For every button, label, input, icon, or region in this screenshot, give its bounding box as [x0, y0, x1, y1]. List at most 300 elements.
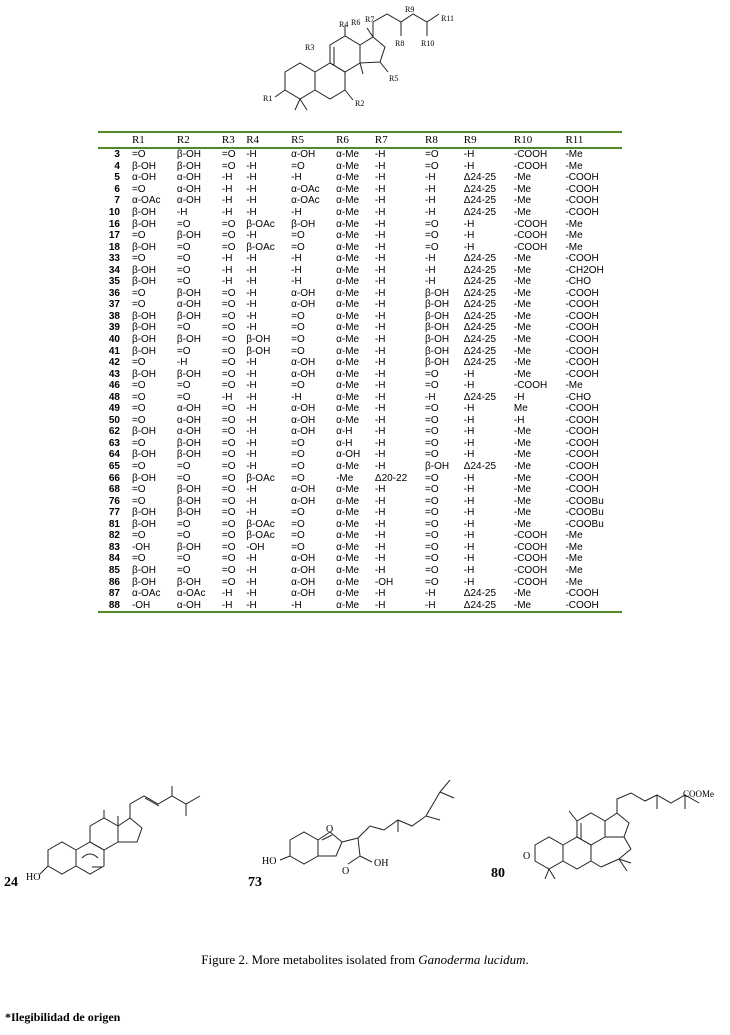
table-cell: α-Me	[336, 541, 360, 553]
table-cell: -H	[291, 253, 302, 265]
figure-caption	[0, 952, 730, 968]
table-cell: β-OH	[176, 149, 201, 161]
compound-number: 63	[108, 437, 120, 449]
table-row	[98, 391, 622, 403]
table-cell: =O	[425, 472, 439, 484]
table-cell: -H	[463, 518, 475, 530]
table-row	[98, 449, 622, 461]
table-cell: -H	[374, 172, 386, 184]
table-cell: =O	[425, 414, 439, 426]
table-cell: =O	[176, 380, 191, 392]
table-cell: -COOH	[513, 380, 548, 392]
table-cell: -Me	[565, 160, 583, 172]
table-cell: -Me	[565, 241, 583, 253]
table-cell: β-OAc	[246, 530, 275, 542]
table-row	[98, 172, 622, 184]
table-cell: -H	[221, 588, 233, 600]
table-cell: =O	[291, 160, 305, 172]
table-cell: -H	[374, 484, 386, 496]
table-cell: Δ24-25	[463, 253, 497, 265]
table-cell: α-OH	[291, 414, 316, 426]
table-cell: =O	[291, 310, 305, 322]
table-cell: =O	[176, 530, 191, 542]
table-cell: -COOH	[565, 484, 599, 496]
table-cell: Δ24-25	[463, 357, 497, 369]
table-cell: β-OAc	[246, 518, 275, 530]
table-cell: -H	[221, 276, 233, 288]
compound-number: 10	[108, 207, 120, 218]
table-cell: -H	[463, 449, 475, 461]
column-header: R6	[336, 134, 349, 146]
table-cell: α-OH	[291, 287, 316, 299]
table-cell: -H	[246, 230, 257, 242]
table-cell: -CHO	[565, 391, 591, 403]
table-cell: β-OH	[131, 345, 157, 357]
compound-number: 16	[108, 218, 120, 230]
table-cell: -Me	[513, 183, 532, 195]
table-cell: -H	[463, 149, 475, 161]
table-cell: -COOH	[513, 230, 548, 242]
table-cell: α-Me	[336, 183, 360, 195]
table-cell: -H	[221, 183, 233, 195]
table-cell: -H	[425, 391, 436, 403]
scaffold-label-r10: R10	[421, 39, 435, 48]
table-cell: =O	[131, 461, 146, 473]
table-cell: -H	[374, 564, 386, 576]
table-cell: -H	[374, 183, 386, 195]
compound-number: 84	[108, 553, 120, 565]
table-cell: Δ24-25	[463, 334, 497, 346]
table-cell: -H	[246, 426, 257, 438]
table-cell: α-Me	[336, 391, 360, 403]
table-cell: -COOH	[565, 322, 599, 334]
table-cell: =O	[221, 484, 236, 496]
table-cell: -COOH	[565, 345, 599, 357]
table-cell: -H	[374, 368, 386, 380]
table-cell: =O	[221, 518, 236, 530]
table-cell: =O	[221, 287, 236, 299]
table-cell: α-Me	[336, 264, 360, 276]
table-cell: -COOH	[513, 553, 548, 565]
structure-80-triterpenoid	[485, 775, 725, 895]
table-cell: α-OH	[176, 414, 202, 426]
table-cell: β-OH	[131, 241, 157, 253]
table-row	[98, 403, 622, 415]
table-cell: =O	[131, 553, 146, 565]
table-cell: α-Me	[336, 518, 360, 530]
table-cell: -COOH	[513, 218, 548, 230]
table-cell: =O	[221, 241, 236, 253]
table-cell: =O	[131, 299, 146, 311]
compound-number: 86	[108, 576, 120, 588]
structure-24-ergosterol-peroxide	[0, 780, 220, 900]
table-cell: =O	[221, 564, 236, 576]
table-cell: =O	[221, 541, 236, 553]
table-cell: -H	[374, 495, 386, 507]
table-cell: -H	[374, 461, 386, 473]
table-cell: =O	[176, 391, 191, 403]
table-cell: -H	[374, 437, 386, 449]
table-cell: =O	[131, 183, 146, 195]
table-cell: -H	[463, 541, 475, 553]
table-cell: -H	[246, 149, 257, 161]
table-cell: =O	[176, 472, 191, 484]
compound-number: 77	[108, 507, 120, 519]
compound-number: 42	[108, 357, 120, 369]
table-cell: -H	[463, 160, 475, 172]
table-cell: -H	[425, 195, 436, 207]
table-cell: -H	[246, 276, 257, 288]
compound-number: 50	[108, 414, 120, 426]
table-cell: -Me	[513, 299, 532, 311]
table-cell: =O	[425, 403, 439, 415]
table-cell: =O	[176, 553, 191, 565]
table-cell: -COOH	[565, 449, 599, 461]
table-cell: β-OH	[425, 461, 450, 473]
table-cell: -H	[425, 183, 436, 195]
table-cell: -H	[374, 357, 386, 369]
table-cell: -H	[291, 172, 302, 184]
table-cell: β-OH	[425, 345, 450, 357]
table-cell: -COOH	[513, 149, 548, 161]
table-cell: =O	[131, 437, 146, 449]
table-row	[98, 311, 622, 323]
table-cell: -COOH	[565, 183, 599, 195]
table-cell: Δ24-25	[463, 287, 497, 299]
table-cell: -H	[221, 253, 233, 265]
table-cell: α-OH	[291, 368, 316, 380]
structure-73-benzofuran	[240, 780, 480, 900]
table-cell: -Me	[513, 207, 532, 218]
table-cell: -H	[246, 484, 257, 496]
table-cell: α-Me	[336, 253, 360, 265]
compound-number: 76	[108, 495, 120, 507]
table-cell: -Me	[513, 449, 532, 461]
structure-80-number: 80	[491, 866, 505, 881]
table-cell: β-OH	[131, 564, 157, 576]
table-cell: -H	[221, 195, 233, 207]
table-cell: =O	[176, 241, 191, 253]
table-cell: =O	[131, 149, 146, 161]
table-cell: =O	[425, 380, 439, 392]
column-header: R8	[425, 134, 438, 146]
lanostane-scaffold-structure	[255, 2, 470, 122]
table-cell: -Me	[513, 484, 532, 496]
table-row	[98, 495, 622, 507]
table-cell: =O	[221, 230, 236, 242]
caption-species: Ganoderma lucidum	[418, 952, 526, 967]
scaffold-label-r2: R2	[355, 99, 365, 108]
compound-number: 6	[114, 183, 120, 195]
table-cell: β-OH	[425, 299, 450, 311]
table-cell: α-Me	[336, 530, 360, 542]
table-cell: β-OAc	[246, 472, 275, 484]
substituent-table	[98, 131, 622, 613]
table-cell: =O	[221, 403, 236, 415]
table-cell: =O	[221, 357, 236, 369]
table-cell: -Me	[565, 576, 583, 588]
table-cell: -H	[374, 160, 386, 172]
table-cell: =O	[425, 437, 439, 449]
table-cell: =O	[425, 495, 439, 507]
table-cell: =O	[131, 414, 146, 426]
table-cell: -H	[374, 599, 386, 611]
table-cell: -H	[374, 253, 386, 265]
table-cell: -COOH	[565, 207, 599, 218]
table-cell: =O	[221, 449, 236, 461]
table-cell: -H	[221, 207, 233, 218]
table-cell: =O	[221, 472, 236, 484]
table-cell: -H	[246, 253, 257, 265]
table-row	[98, 334, 622, 346]
table-cell: -H	[291, 391, 302, 403]
table-cell: -COOH	[565, 357, 599, 369]
table-cell: -H	[374, 507, 386, 519]
table-cell: α-Me	[336, 322, 360, 334]
table-cell: -Me	[565, 553, 583, 565]
table-cell: β-OH	[176, 541, 201, 553]
table-cell: -COOH	[513, 564, 548, 576]
table-cell: -H	[246, 357, 257, 369]
scaffold-label-r11: R11	[441, 14, 455, 23]
table-row	[98, 322, 622, 334]
table-cell: β-OH	[176, 310, 201, 322]
table-cell: -H	[374, 264, 386, 276]
table-header-row	[98, 132, 622, 148]
table-cell: β-OH	[176, 576, 201, 588]
table-row	[98, 184, 622, 196]
table-cell: -COOH	[513, 160, 548, 172]
table-cell: α-Me	[336, 276, 360, 288]
compound-number: 64	[108, 449, 120, 461]
table-cell: -COOH	[565, 172, 599, 184]
table-cell: =O	[291, 322, 305, 334]
table-cell: -Me	[513, 310, 532, 322]
table-cell: -H	[374, 276, 386, 288]
table-row	[98, 415, 622, 427]
table-cell: -H	[463, 553, 475, 565]
compound-number: 38	[108, 310, 120, 322]
table-cell: α-Me	[336, 345, 360, 357]
table-row	[98, 207, 622, 219]
table-row	[98, 148, 622, 161]
table-cell: α-Me	[336, 207, 360, 218]
table-cell: α-Me	[336, 507, 360, 519]
table-cell: =O	[176, 264, 191, 276]
table-cell: β-OH	[291, 218, 316, 230]
table-cell: =O	[176, 322, 191, 334]
table-row	[98, 588, 622, 600]
table-cell: α-H	[336, 437, 353, 449]
table-cell: -H	[374, 518, 386, 530]
table-cell: -COOBu	[565, 518, 604, 530]
table-row	[98, 218, 622, 230]
table-cell: =O	[176, 253, 191, 265]
table-cell: =O	[221, 414, 236, 426]
table-cell: =O	[176, 276, 191, 288]
table-cell: =O	[221, 530, 236, 542]
compound-number: 34	[108, 264, 120, 276]
compound-number: 4	[114, 160, 120, 172]
table-cell: -Me	[513, 518, 532, 530]
table-cell: Δ24-25	[463, 207, 497, 218]
table-cell: -H	[221, 599, 233, 611]
table-cell: =O	[425, 530, 439, 542]
table-cell: β-OAc	[246, 218, 275, 230]
table-cell: α-Me	[336, 461, 360, 473]
table-cell: α-Me	[336, 230, 360, 242]
table-cell: -H	[246, 588, 257, 600]
table-cell: =O	[176, 461, 191, 473]
table-cell: =O	[291, 507, 305, 519]
table-cell: =O	[221, 380, 236, 392]
table-cell: β-OH	[425, 310, 450, 322]
table-cell: =O	[291, 345, 305, 357]
table-cell: -H	[463, 472, 475, 484]
table-cell: =O	[131, 230, 146, 242]
compound-number: 41	[108, 345, 120, 357]
table-cell: -H	[176, 357, 188, 369]
table-cell: β-OAc	[246, 241, 275, 253]
table-row	[98, 507, 622, 519]
table-cell: -H	[246, 403, 257, 415]
table-cell: -H	[374, 149, 386, 161]
table-cell: =O	[291, 449, 305, 461]
compound-number: 36	[108, 287, 120, 299]
table-cell: -H	[246, 576, 257, 588]
table-cell: -H	[374, 218, 386, 230]
table-cell: =O	[221, 437, 236, 449]
table-cell: -H	[463, 564, 475, 576]
table-cell: -COOH	[565, 368, 599, 380]
table-cell: α-Me	[336, 241, 360, 253]
table-cell: Δ24-25	[463, 345, 497, 357]
compound-number: 35	[108, 276, 120, 288]
caption-suffix: .	[525, 952, 529, 967]
table-cell: -H	[246, 195, 257, 207]
structure-24-number: 24	[4, 875, 18, 890]
table-cell: -H	[374, 241, 386, 253]
table-cell: -COOH	[513, 576, 548, 588]
table-cell: -H	[463, 368, 475, 380]
table-cell: β-OH	[131, 218, 157, 230]
table-row	[98, 345, 622, 357]
table-cell: Δ24-25	[463, 322, 497, 334]
table-cell: α-OH	[291, 149, 316, 161]
table-row	[98, 253, 622, 265]
table-cell: -H	[374, 414, 386, 426]
table-cell: =O	[425, 368, 439, 380]
table-cell: -OH	[131, 599, 151, 611]
table-cell: Δ24-25	[463, 391, 497, 403]
table-cell: -COOH	[565, 403, 599, 415]
scaffold-label-r4: R4	[339, 20, 349, 29]
table-cell: -Me	[513, 461, 532, 473]
table-cell: -H	[374, 588, 386, 600]
table-cell: β-OH	[131, 322, 157, 334]
table-cell: -H	[425, 264, 436, 276]
table-cell: =O	[425, 241, 439, 253]
table-cell: -H	[246, 599, 257, 611]
table-cell: -H	[246, 461, 257, 473]
table-cell: =O	[221, 461, 236, 473]
compound-number: 49	[108, 403, 120, 415]
table-cell: -Me	[513, 195, 532, 207]
table-row	[98, 161, 622, 173]
compound-number: 66	[108, 472, 120, 484]
table-cell: -H	[291, 264, 302, 276]
structure-80-ketone-o: O	[523, 851, 531, 862]
table-cell: α-Me	[336, 334, 360, 346]
table-cell: α-OH	[291, 588, 316, 600]
table-cell: -H	[246, 264, 257, 276]
table-cell: β-OH	[425, 287, 450, 299]
table-cell: -H	[463, 403, 475, 415]
structure-73-ho: HO	[262, 856, 277, 867]
table-cell: =O	[221, 299, 236, 311]
table-cell: -COOH	[565, 426, 599, 438]
table-cell: =O	[425, 507, 439, 519]
compound-number: 39	[108, 322, 120, 334]
table-cell: =O	[221, 310, 236, 322]
caption-prefix: Figure 2. More metabolites isolated from	[201, 952, 419, 967]
table-cell: -H	[425, 588, 436, 600]
table-cell: β-OH	[131, 518, 157, 530]
table-row	[98, 380, 622, 392]
compound-number: 85	[108, 564, 120, 576]
table-cell: β-OH	[176, 287, 201, 299]
table-cell: β-OH	[246, 345, 271, 357]
table-cell: -Me	[513, 495, 532, 507]
table-cell: β-OH	[176, 334, 201, 346]
compound-number: 68	[108, 484, 120, 496]
table-cell: -Me	[513, 345, 532, 357]
table-cell: -Me	[565, 218, 583, 230]
table-row	[98, 438, 622, 450]
scaffold-label-r6: R6	[351, 18, 361, 27]
table-cell: =O	[131, 287, 146, 299]
table-cell: -H	[246, 299, 257, 311]
table-cell: α-OH	[176, 195, 202, 207]
table-cell: =O	[291, 530, 305, 542]
table-cell: =O	[425, 484, 439, 496]
table-row	[98, 542, 622, 554]
table-cell: α-OH	[176, 599, 202, 611]
table-cell: α-Me	[336, 495, 360, 507]
table-row	[98, 195, 622, 207]
table-cell: -H	[291, 276, 302, 288]
table-cell: -H	[463, 507, 475, 519]
table-cell: =O	[425, 426, 439, 438]
table-cell: Δ24-25	[463, 264, 497, 276]
table-cell: α-Me	[336, 310, 360, 322]
table-row	[98, 599, 622, 612]
scaffold-label-r9: R9	[405, 5, 415, 14]
compound-number: 87	[108, 588, 120, 600]
table-row	[98, 299, 622, 311]
table-cell: -H	[246, 310, 257, 322]
table-cell: =O	[425, 160, 439, 172]
table-cell: -H	[513, 414, 525, 426]
table-cell: α-Me	[336, 564, 360, 576]
table-cell: -COOBu	[565, 495, 604, 507]
table-cell: -COOH	[565, 599, 599, 611]
table-cell: -H	[221, 264, 233, 276]
table-cell: -H	[221, 172, 233, 184]
table-row	[98, 565, 622, 577]
table-cell: =O	[425, 541, 439, 553]
table-cell: -H	[374, 530, 386, 542]
